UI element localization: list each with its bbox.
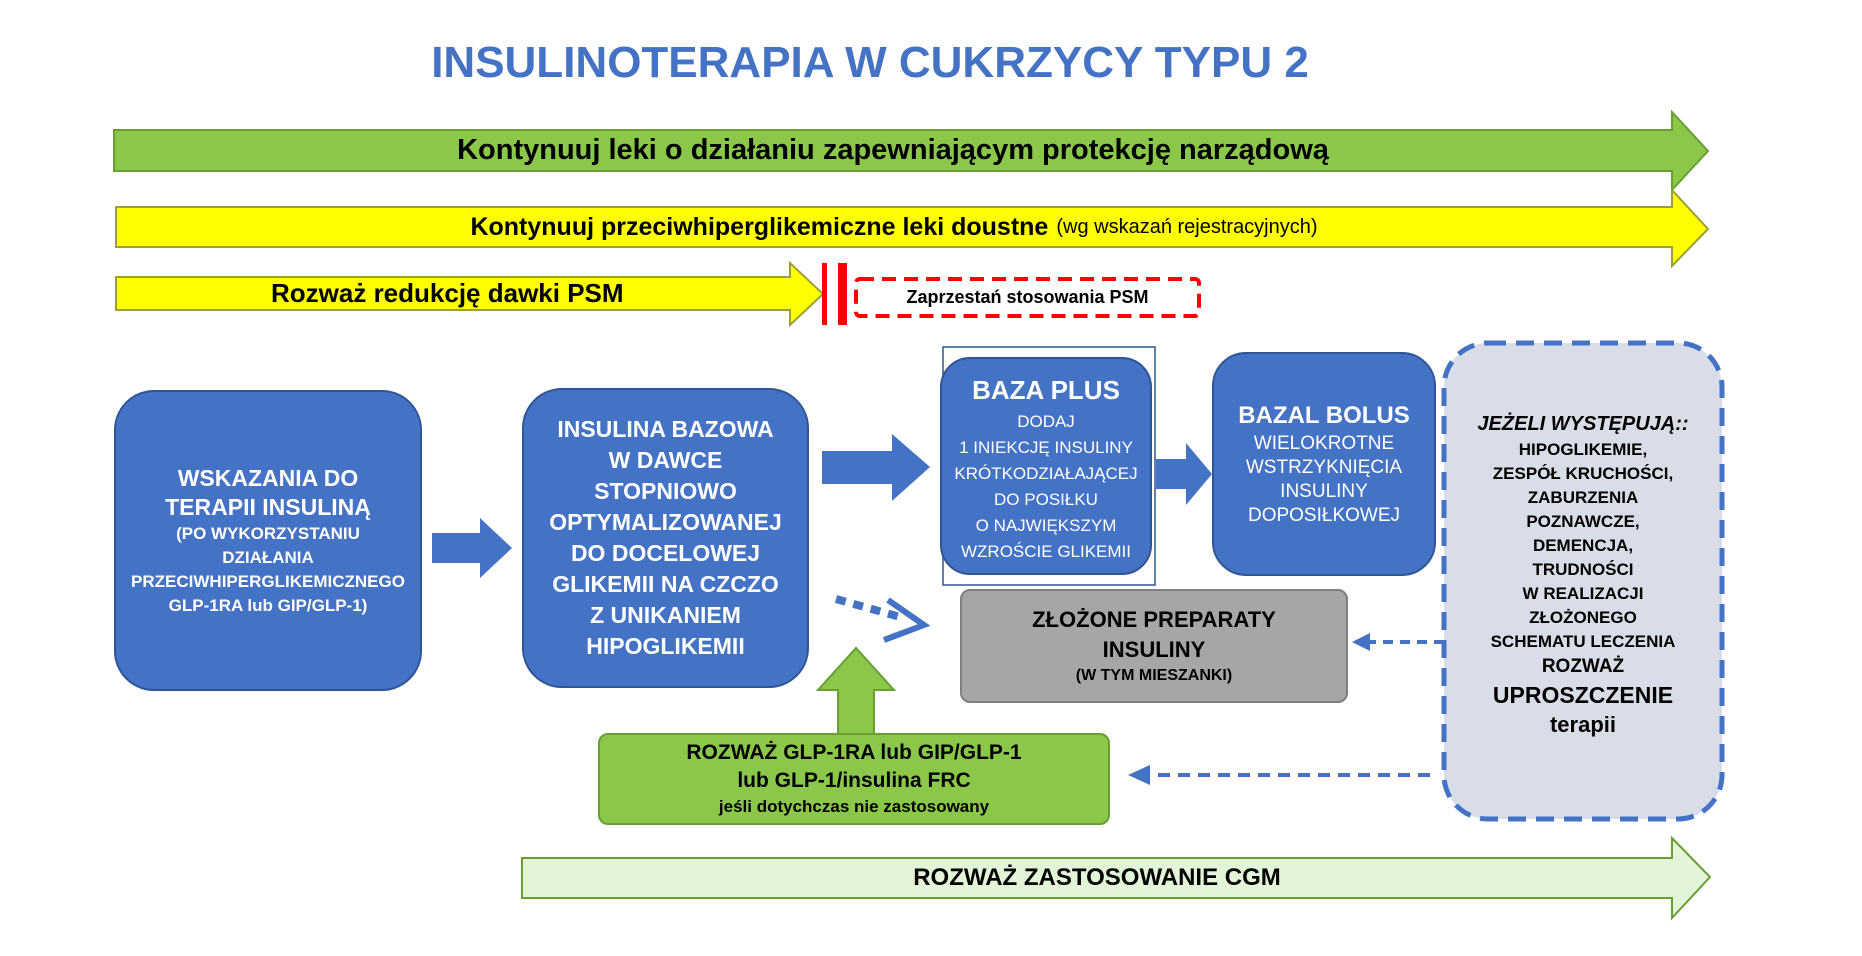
dashed-arrow-to-glp bbox=[1128, 765, 1430, 785]
baza-plus-line: DODAJ bbox=[1017, 412, 1075, 431]
basal-line: DO DOCELOWEJ bbox=[570, 540, 761, 566]
if-line: ZABURZENIA bbox=[1527, 488, 1639, 507]
stop-bar-2 bbox=[838, 263, 847, 325]
if-line: DEMENCJA, bbox=[1532, 536, 1634, 555]
basal-line: OPTYMALIZOWANEJ bbox=[549, 509, 782, 535]
basal-insulin-box bbox=[522, 388, 809, 688]
glp-box bbox=[598, 733, 1110, 825]
basal-line: HIPOGLIKEMII bbox=[586, 633, 745, 659]
basal-line: GLIKEMII NA CZCZO bbox=[552, 571, 779, 597]
arrow-basal-to-bazaplus bbox=[822, 434, 930, 501]
premix-line1: ZŁOŻONE PREPARATY bbox=[1032, 607, 1276, 632]
indications-line1: WSKAZANIA DO bbox=[177, 464, 359, 491]
arrow-bazaplus-to-bolus bbox=[1156, 443, 1212, 505]
baza-plus-line: WZROŚCIE GLIKEMII bbox=[960, 542, 1132, 561]
band2-note: (wg wskazań rejestracyjnych) bbox=[1056, 215, 1318, 238]
bazal-bolus-line: INSULINY bbox=[1280, 481, 1368, 502]
if-line: SCHEMATU LECZENIA bbox=[1490, 632, 1676, 651]
baza-plus-heading: BAZA PLUS bbox=[972, 375, 1120, 405]
baza-plus-line: DO POSIŁKU bbox=[994, 490, 1098, 509]
basal-line: STOPNIOWO bbox=[594, 478, 737, 504]
baza-plus-line: O NAJWIĘKSZYM bbox=[975, 516, 1117, 535]
if-box bbox=[1444, 410, 1722, 740]
stop-bar-1 bbox=[822, 263, 827, 325]
if-line: W REALIZACJI bbox=[1522, 584, 1644, 603]
if-therapy: terapii bbox=[1549, 712, 1617, 737]
band3-label: Rozważ redukcję dawki PSM bbox=[271, 278, 624, 308]
bazal-bolus-box bbox=[1212, 352, 1436, 576]
indications-line3: (PO WYKORZYSTANIU bbox=[176, 523, 360, 543]
arrow-indications-to-basal bbox=[432, 518, 512, 578]
if-heading: JEŻELI WYSTĘPUJĄ:: bbox=[1477, 413, 1689, 435]
if-line: HIPOGLIKEMIE, bbox=[1518, 440, 1648, 459]
basal-line: W DAWCE bbox=[608, 447, 723, 473]
indications-line5: PRZECIWHIPERGLIKEMICZNEGO bbox=[131, 571, 405, 591]
cgm-label: ROZWAŻ ZASTOSOWANIE CGM bbox=[913, 864, 1281, 891]
baza-plus-line: 1 INIEKCJĘ INSULINY bbox=[959, 438, 1133, 457]
baza-plus-box bbox=[940, 357, 1152, 575]
band2-main: Kontynuuj przeciwhiperglikemiczne leki doustne bbox=[470, 212, 1049, 241]
baza-plus-line: KRÓTKODZIAŁAJĄCEJ bbox=[954, 464, 1138, 483]
if-line: ZESPÓŁ KRUCHOŚCI, bbox=[1492, 464, 1674, 483]
green-up-arrow bbox=[818, 648, 894, 734]
page-title: INSULINOTERAPIA W CUKRZYCY TYPU 2 bbox=[431, 38, 1309, 87]
dotted-arrow-basal-to-premix bbox=[836, 599, 924, 640]
band1-label: Kontynuuj leki o działaniu zapewniającym protekcję narządową bbox=[457, 134, 1329, 166]
basal-line: INSULINA BAZOWA bbox=[557, 416, 774, 442]
if-line: ZŁOŻONEGO bbox=[1529, 608, 1637, 627]
indications-box bbox=[114, 390, 422, 691]
dashed-arrow-to-premix bbox=[1352, 633, 1444, 651]
if-consider: ROZWAŻ bbox=[1541, 656, 1625, 677]
if-line: TRUDNOŚCI bbox=[1532, 560, 1634, 579]
bazal-bolus-line: WSTRZYKNIĘCIA bbox=[1245, 457, 1403, 478]
premix-box bbox=[960, 589, 1348, 703]
basal-line: Z UNIKANIEM bbox=[590, 602, 741, 628]
premix-line3: (W TYM MIESZANKI) bbox=[1075, 667, 1233, 684]
glp-line1: ROZWAŻ GLP-1RA lub GIP/GLP-1 bbox=[686, 741, 1022, 764]
band2-label bbox=[116, 207, 1672, 247]
bazal-bolus-line: WIELOKROTNE bbox=[1253, 433, 1395, 454]
indications-line4: DZIAŁANIA bbox=[222, 547, 314, 567]
glp-line3: jeśli dotychczas nie zastosowany bbox=[718, 797, 990, 816]
if-line: POZNAWCZE, bbox=[1526, 512, 1640, 531]
if-simplify: UPROSZCZENIE bbox=[1492, 682, 1674, 708]
glp-line2: lub GLP-1/insulina FRC bbox=[737, 769, 971, 792]
indications-line2: TERAPII INSULINĄ bbox=[165, 493, 371, 520]
premix-line2: INSULINY bbox=[1102, 637, 1206, 662]
stop-psm-label: Zaprzestań stosowania PSM bbox=[906, 287, 1149, 307]
bazal-bolus-line: DOPOSIŁKOWEJ bbox=[1247, 505, 1401, 526]
bazal-bolus-heading: BAZAL BOLUS bbox=[1238, 402, 1410, 429]
indications-line6: GLP-1RA lub GIP/GLP-1) bbox=[168, 595, 368, 615]
